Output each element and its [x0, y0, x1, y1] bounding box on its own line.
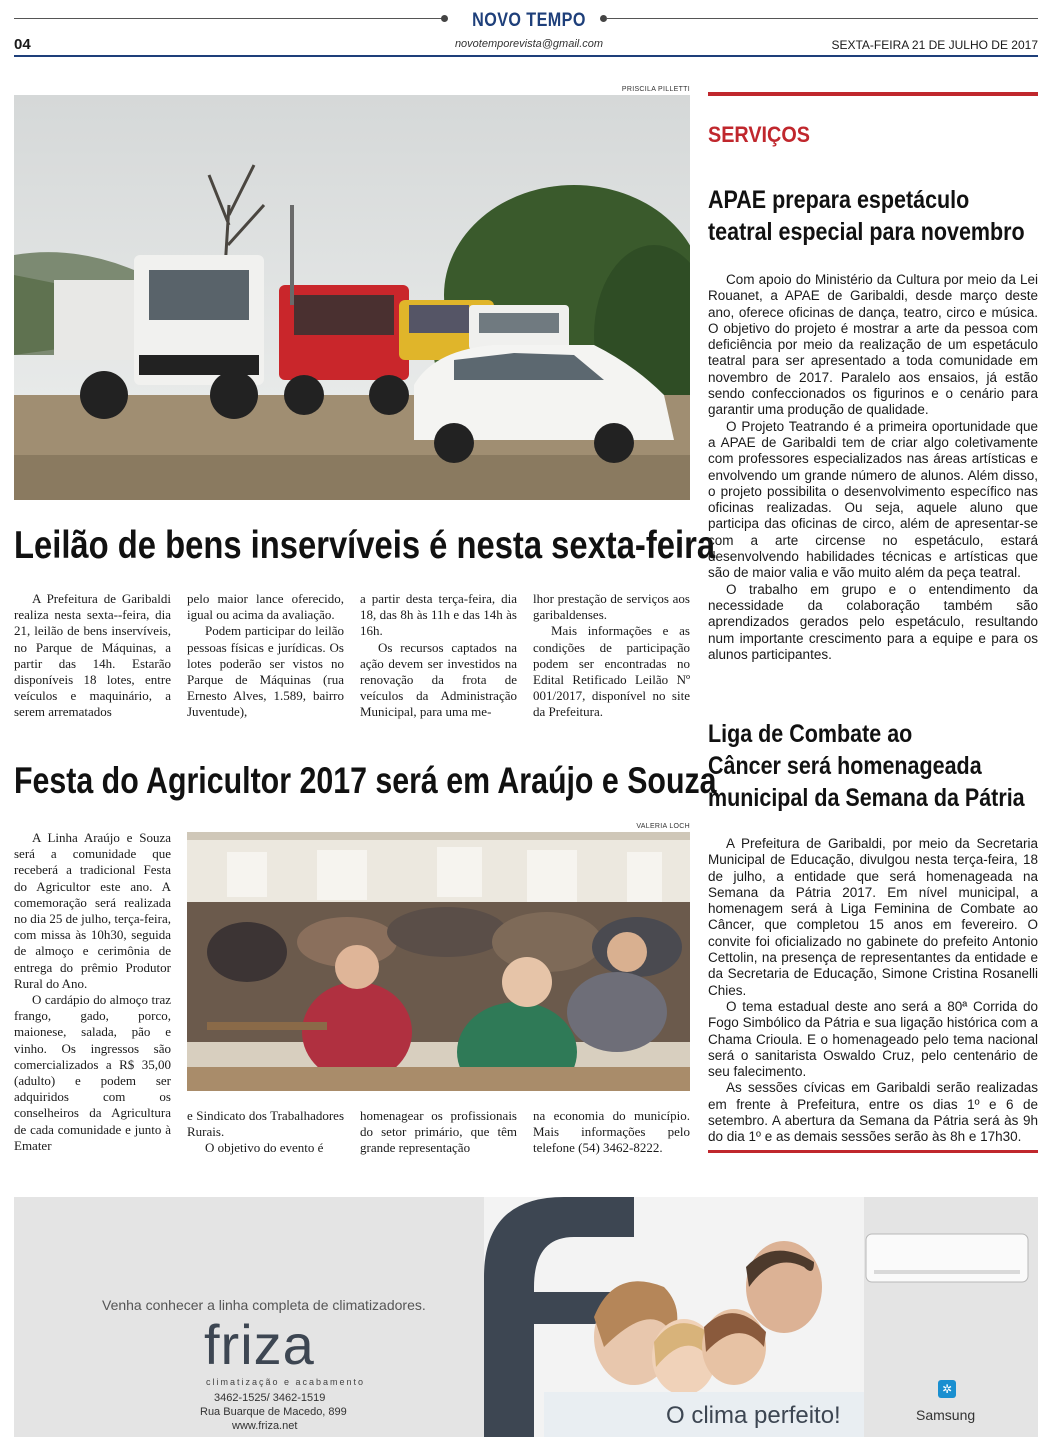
ad-phones: 3462-1525/ 3462-1519	[214, 1392, 326, 1404]
story2-p2: O tema estadual deste ano será a 80ª Corrida do Fogo Simbólico da Pátria e sua ligação histórica com a Chama Crioula. E o homenageado pelo tema nacional será o sanitarista Oswaldo Cruz, pelo centenário de seu falecimento.	[708, 998, 1038, 1080]
samsung-icon: ✲	[938, 1380, 956, 1398]
article1-p3: Os recursos captados na ação devem ser investidos na renovação da frota de veículos da Administração Municipal, para uma me-	[360, 639, 517, 720]
story2-body	[708, 836, 1038, 1146]
article2-col3	[360, 1108, 517, 1157]
article1-p1: A Prefeitura de Garibaldi realiza nesta sexta--feira, dia 21, leilão de bens inservíveis, no Parque de Máquinas, a partir das 14h. Estarão disponíveis 18 lotes, entre veículos e maquinário, a serem arrematados	[14, 591, 171, 720]
sidebar-bottom-rule	[708, 1150, 1038, 1153]
story2-p1: A Prefeitura de Garibaldi, por meio da Secretaria Municipal de Educação, divulgou nesta terça-feira, 18 de julho, a entidade que será homenageada na Semana da Pátria 2017. Em nível municipal, a homenagem será à Liga Feminina de Combate ao Câncer, que completou 15 anos em fevereiro. O convite foi oficializado no gabinete do prefeito Antonio Cettolin, na presença de representantes da entidade e da Secretaria de Educação, Simone Cristina Rosanelli Chies.	[708, 836, 1038, 998]
article2-headline: Festa do Agricultor 2017 será em Araújo e Souza	[14, 760, 717, 801]
article2-col4	[533, 1108, 690, 1157]
photo-credit-2: VALERIA LOCH	[636, 823, 690, 830]
article1-p2: Podem participar do leilão pessoas físicas e jurídicas. Os lotes poderão ser vistos no Parque de Máquinas (rua Ernesto Alves, 1.589, bairro Juventude),	[187, 623, 344, 720]
story1-headline-line1: APAE prepara espetáculo	[708, 186, 970, 214]
story2-p3: As sessões cívicas em Garibaldi serão realizadas em frente à Prefeitura, entre os dias 1º e 6 de setembro. A abertura da Semana da Pátria será às 9h do dia 1º e as demais sessões serão às 8h e 17h30.	[708, 1080, 1038, 1145]
ad-tagline: Venha conhecer a linha completa de climatizadores.	[102, 1297, 426, 1313]
family-photo	[484, 1197, 864, 1437]
article2-p1: A Linha Araújo e Souza será a comunidade que receberá a tradicional Festa do Agricultor este ano. A comemoração será realizada no dia 25 de julho, terça-feira, com missa às 10h30, seguida de almoço e cerimônia de entrega do prêmio Produtor Rural do Ano.	[14, 830, 172, 991]
article2-col1	[14, 830, 171, 1154]
story2-headline-line1: Liga de Combate ao	[708, 720, 913, 748]
samsung-label: Samsung	[916, 1407, 976, 1423]
issue-date: SEXTA-FEIRA 21 DE JULHO DE 2017	[831, 38, 1038, 52]
story1-p2: O Projeto Teatrando é a primeira oportunidade que a APAE de Garibaldi tem de criar algo coletivamente com professores especializados nas áreas artísticas e envolvendo um grande número de alunos. Além disso, o projeto possibilita o desenvolvimento específico nas oficinas realizadas. Ou seja, aquele aluno que participa das oficinas de circo, além de apresentar-se com a arte circense no espetáculo, estará desenvolvendo habilidades técnicas e artísticas que são de maior valia e vão muito além da peça teatral.	[708, 418, 1038, 581]
article1-headline: Leilão de bens inservíveis é nesta sexta-feira	[14, 524, 716, 567]
ad-slogan: O clima perfeito!	[666, 1402, 841, 1429]
header-divider	[14, 55, 1038, 57]
auction-photo-image	[14, 95, 690, 500]
story1-p3: O trabalho em grupo e o entendimento da necessidade da colaboração também são aprendizados gerados pelo espetáculo, resultando num importante crescimento para a equipe e para os alunos participantes.	[708, 581, 1038, 662]
air-conditioner-image	[864, 1230, 1030, 1290]
article2-p2-cont: e Sindicato dos Trabalhadores Rurais.	[187, 1108, 344, 1140]
section-title: SERVIÇOS	[708, 122, 810, 147]
article1-p1-cont: pelo maior lance oferecido, igual ou acima da avaliação.	[187, 591, 344, 623]
article1-col2	[187, 591, 344, 721]
article2-col2	[187, 1108, 344, 1157]
article1-col3	[360, 591, 517, 721]
article1-p3-cont: lhor prestação de serviços aos garibaldenses.	[533, 591, 690, 623]
article2-p3: O objetivo do evento é	[205, 1140, 324, 1156]
article2-p3-end: na economia do município. Mais informações pelo telefone (54) 3462-8222.	[533, 1108, 690, 1156]
article1-p2-cont: a partir desta terça-feira, dia 18, das 8h às 11h e das 14h às 16h.	[360, 591, 517, 639]
story1-body	[708, 272, 1038, 663]
ad-address: Rua Buarque de Macedo, 899	[200, 1406, 347, 1418]
article1-col1	[14, 591, 171, 721]
article2-p2: O cardápio do almoço traz frango, gado, porco, maionese, salada, pão e vinho. Os ingressos são comercializados a R$ 35,00 (adulto) e podem ser adquiridos com os conselheiros da Agricultura de cada comunidade e junto à Emater	[14, 992, 171, 1153]
festival-photo-image	[187, 832, 690, 1091]
story2-headline	[708, 718, 1025, 814]
festival-crowd-photo	[187, 832, 690, 1091]
friza-logo: friza	[204, 1313, 315, 1376]
photo-credit: PRISCILA PILLETTI	[621, 86, 690, 93]
auction-vehicles-photo	[14, 95, 690, 500]
ad-website[interactable]: www.friza.net	[232, 1420, 298, 1432]
friza-advertisement[interactable]	[14, 1197, 1038, 1437]
page-number: 04	[14, 36, 31, 53]
story1-headline	[708, 184, 1025, 248]
masthead: NOVO TEMPO	[472, 10, 586, 31]
story2-headline-line3: municipal da Semana da Pátria	[708, 784, 1025, 812]
article2-p3-cont: homenagear os profissionais do setor primário, que têm grande representação	[360, 1108, 517, 1156]
story1-headline-line2: teatral especial para novembro	[708, 218, 1025, 246]
article1-p4: Mais informações e as condições de participação podem ser encontradas no Edital Retificado Leilão Nº 001/2017, disponível no site da Prefeitura.	[533, 623, 690, 720]
story1-p1: Com apoio do Ministério da Cultura por meio da Lei Rouanet, a APAE de Garibaldi, desde março deste ano, oferece oficinas de dança, teatro, circo e música. O objetivo do projeto é mostrar a arte da pessoa com deficiência por meio da realização de um espetáculo teatral para ser apresentado a toda comunidade em novembro de 2017. Paralelo aos ensaios, já estão sendo confeccionados os figurinos e o cenário para garantir uma produção de qualidade.	[708, 272, 1038, 418]
article1-col4	[533, 591, 690, 721]
story2-headline-line2: Câncer será homenageada	[708, 752, 982, 780]
section-bar	[708, 92, 1038, 96]
friza-logo-subtitle: climatização e acabamento	[206, 1377, 366, 1387]
header-email[interactable]: novotemporevista@gmail.com	[454, 38, 604, 50]
